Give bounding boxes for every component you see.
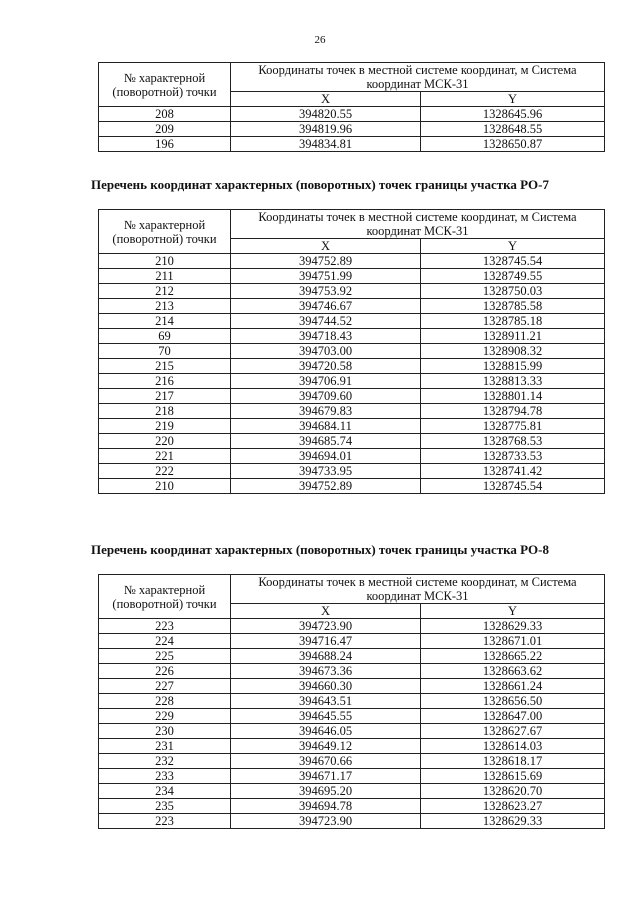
table-row [99,709,605,724]
caption-ro7: Перечень координат характерных (поворотных) точек границы участка РО-7 [91,177,549,192]
table-row [99,419,605,434]
point-number-cell: 223 [99,814,231,829]
y-coordinate-cell: 1328768.53 [421,434,605,449]
x-coordinate-cell: 394649.12 [231,739,421,754]
x-coordinate-cell: 394746.67 [231,299,421,314]
header-y: Y [421,604,605,619]
point-number-cell: 235 [99,799,231,814]
x-coordinate-cell: 394744.52 [231,314,421,329]
table-row [99,464,605,479]
point-number-cell: 210 [99,479,231,494]
y-coordinate-cell: 1328629.33 [421,619,605,634]
y-coordinate-cell: 1328785.18 [421,314,605,329]
table-row [99,359,605,374]
x-coordinate-cell: 394695.20 [231,784,421,799]
y-coordinate-cell: 1328615.69 [421,769,605,784]
table-row [99,107,605,122]
y-coordinate-cell: 1328618.17 [421,754,605,769]
x-coordinate-cell: 394723.90 [231,814,421,829]
point-number-cell: 210 [99,254,231,269]
y-coordinate-cell: 1328745.54 [421,479,605,494]
point-number-cell: 70 [99,344,231,359]
table-row [99,679,605,694]
point-number-cell: 211 [99,269,231,284]
table-row [99,284,605,299]
x-coordinate-cell: 394709.60 [231,389,421,404]
point-number-cell: 219 [99,419,231,434]
x-coordinate-cell: 394819.96 [231,122,421,137]
table-row [99,649,605,664]
point-number-cell: 228 [99,694,231,709]
x-coordinate-cell: 394646.05 [231,724,421,739]
point-number-cell: 234 [99,784,231,799]
table-row [99,374,605,389]
page-number: 26 [314,34,326,46]
y-coordinate-cell: 1328650.87 [421,137,605,152]
header-x: X [231,239,421,254]
y-coordinate-cell: 1328733.53 [421,449,605,464]
table-row [99,404,605,419]
point-number-cell: 196 [99,137,231,152]
y-coordinate-cell: 1328629.33 [421,814,605,829]
point-number-cell: 231 [99,739,231,754]
x-coordinate-cell: 394645.55 [231,709,421,724]
header-coords-group: Координаты точек в местной системе координат, м Система координат МСК-31 [231,63,605,92]
y-coordinate-cell: 1328741.42 [421,464,605,479]
header-x: X [231,604,421,619]
x-coordinate-cell: 394752.89 [231,254,421,269]
x-coordinate-cell: 394716.47 [231,634,421,649]
point-number-cell: 232 [99,754,231,769]
table-row [99,784,605,799]
x-coordinate-cell: 394660.30 [231,679,421,694]
point-number-cell: 216 [99,374,231,389]
x-coordinate-cell: 394703.00 [231,344,421,359]
point-number-cell: 212 [99,284,231,299]
x-coordinate-cell: 394643.51 [231,694,421,709]
table-row [99,314,605,329]
table-row [99,329,605,344]
x-coordinate-cell: 394694.78 [231,799,421,814]
x-coordinate-cell: 394673.36 [231,664,421,679]
y-coordinate-cell: 1328908.32 [421,344,605,359]
y-coordinate-cell: 1328750.03 [421,284,605,299]
point-number-cell: 208 [99,107,231,122]
x-coordinate-cell: 394706.91 [231,374,421,389]
table-row [99,664,605,679]
point-number-cell: 233 [99,769,231,784]
x-coordinate-cell: 394694.01 [231,449,421,464]
x-coordinate-cell: 394671.17 [231,769,421,784]
x-coordinate-cell: 394723.90 [231,619,421,634]
table-row [99,269,605,284]
header-y: Y [421,239,605,254]
table-row [99,122,605,137]
x-coordinate-cell: 394753.92 [231,284,421,299]
y-coordinate-cell: 1328745.54 [421,254,605,269]
header-point-number: № характерной (поворотной) точки [99,210,231,254]
point-number-cell: 225 [99,649,231,664]
table-row [99,769,605,784]
header-point-number: № характерной (поворотной) точки [99,63,231,107]
point-number-cell: 226 [99,664,231,679]
table-row [99,694,605,709]
point-number-cell: 229 [99,709,231,724]
header-point-number: № характерной (поворотной) точки [99,575,231,619]
y-coordinate-cell: 1328620.70 [421,784,605,799]
y-coordinate-cell: 1328614.03 [421,739,605,754]
table-row [99,739,605,754]
y-coordinate-cell: 1328665.22 [421,649,605,664]
y-coordinate-cell: 1328648.55 [421,122,605,137]
point-number-cell: 69 [99,329,231,344]
point-number-cell: 209 [99,122,231,137]
table-row [99,299,605,314]
table-row [99,634,605,649]
y-coordinate-cell: 1328794.78 [421,404,605,419]
y-coordinate-cell: 1328801.14 [421,389,605,404]
point-number-cell: 227 [99,679,231,694]
table-row [99,814,605,829]
y-coordinate-cell: 1328671.01 [421,634,605,649]
header-y: Y [421,92,605,107]
point-number-cell: 230 [99,724,231,739]
table-row [99,724,605,739]
coords-table-continuation [98,62,605,152]
point-number-cell: 220 [99,434,231,449]
x-coordinate-cell: 394684.11 [231,419,421,434]
y-coordinate-cell: 1328815.99 [421,359,605,374]
point-number-cell: 217 [99,389,231,404]
y-coordinate-cell: 1328813.33 [421,374,605,389]
x-coordinate-cell: 394733.95 [231,464,421,479]
coords-table-ro8 [98,574,605,829]
x-coordinate-cell: 394670.66 [231,754,421,769]
caption-ro8: Перечень координат характерных (поворотных) точек границы участка РО-8 [91,542,549,557]
point-number-cell: 218 [99,404,231,419]
table-row [99,479,605,494]
y-coordinate-cell: 1328749.55 [421,269,605,284]
x-coordinate-cell: 394834.81 [231,137,421,152]
table-row [99,754,605,769]
point-number-cell: 215 [99,359,231,374]
table-row [99,137,605,152]
table-row [99,799,605,814]
y-coordinate-cell: 1328911.21 [421,329,605,344]
y-coordinate-cell: 1328645.96 [421,107,605,122]
table-row [99,344,605,359]
y-coordinate-cell: 1328775.81 [421,419,605,434]
table-row [99,434,605,449]
coords-table-ro7 [98,209,605,494]
y-coordinate-cell: 1328661.24 [421,679,605,694]
x-coordinate-cell: 394751.99 [231,269,421,284]
point-number-cell: 213 [99,299,231,314]
y-coordinate-cell: 1328663.62 [421,664,605,679]
table-row [99,449,605,464]
y-coordinate-cell: 1328623.27 [421,799,605,814]
x-coordinate-cell: 394685.74 [231,434,421,449]
table-row [99,254,605,269]
y-coordinate-cell: 1328785.58 [421,299,605,314]
x-coordinate-cell: 394688.24 [231,649,421,664]
point-number-cell: 222 [99,464,231,479]
header-coords-group: Координаты точек в местной системе координат, м Система координат МСК-31 [231,575,605,604]
y-coordinate-cell: 1328627.67 [421,724,605,739]
point-number-cell: 214 [99,314,231,329]
x-coordinate-cell: 394820.55 [231,107,421,122]
x-coordinate-cell: 394718.43 [231,329,421,344]
header-coords-group: Координаты точек в местной системе координат, м Система координат МСК-31 [231,210,605,239]
point-number-cell: 221 [99,449,231,464]
y-coordinate-cell: 1328656.50 [421,694,605,709]
point-number-cell: 224 [99,634,231,649]
table-row [99,389,605,404]
y-coordinate-cell: 1328647.00 [421,709,605,724]
x-coordinate-cell: 394720.58 [231,359,421,374]
header-x: X [231,92,421,107]
x-coordinate-cell: 394679.83 [231,404,421,419]
x-coordinate-cell: 394752.89 [231,479,421,494]
table-row [99,619,605,634]
point-number-cell: 223 [99,619,231,634]
